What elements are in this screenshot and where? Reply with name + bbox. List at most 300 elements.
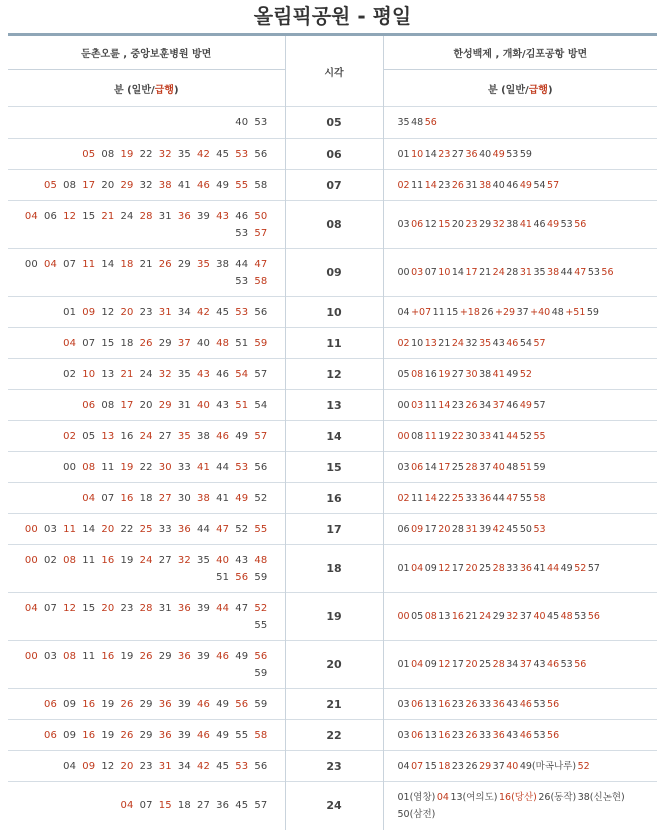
express-departure-minute: 36: [465, 148, 478, 160]
express-departure-minute: 46: [519, 698, 532, 710]
departure-minute: 01: [397, 563, 410, 574]
hour-cell: 07: [285, 170, 383, 201]
express-departure-minute: 37: [177, 337, 191, 349]
right-departures-cell: [383, 201, 657, 249]
departure-minute: 32: [139, 179, 153, 191]
departure-minute: 40: [235, 117, 249, 128]
express-departure-minute: 24: [492, 267, 505, 278]
express-departure-minute: 11: [82, 258, 96, 270]
departure-minute: 11: [82, 554, 96, 566]
left-minutes-line: [8, 797, 271, 814]
express-departure-minute: 02: [63, 430, 77, 442]
departure-minute: 08: [101, 399, 115, 411]
express-departure-minute: 56: [254, 650, 268, 662]
express-departure-minute: 47: [574, 267, 587, 278]
right-direction-header: 한성백제 , 개화/김포공항 방면: [383, 35, 657, 70]
hour-cell: 18: [285, 545, 383, 593]
departure-minute: 15: [82, 210, 96, 222]
departure-minute: 53: [560, 659, 573, 670]
left-minutes-line: [8, 727, 271, 744]
departure-minute: 03: [397, 219, 410, 230]
departure-minute: 43: [216, 399, 230, 411]
departure-minute: 21: [139, 258, 153, 270]
express-departure-minute: 24: [139, 430, 153, 442]
left-departures-cell: [8, 593, 285, 641]
express-departure-minute: +29: [495, 306, 516, 318]
hour-cell: 15: [285, 452, 383, 483]
hour-cell: 19: [285, 593, 383, 641]
left-departures-cell: [8, 720, 285, 751]
departure-minute: 14: [82, 523, 96, 535]
hour-row: [8, 359, 657, 390]
right-departures-cell: [383, 297, 657, 328]
express-departure-minute: 56: [574, 219, 587, 230]
right-minutes-line: [398, 490, 658, 507]
departure-minute: 28: [506, 267, 519, 278]
departure-minute: 02: [44, 554, 58, 566]
departure-minute: 53: [235, 275, 249, 287]
express-departure-minute: 14: [424, 179, 437, 191]
left-minutes-line: [8, 335, 271, 352]
departure-minute: 26(동작): [538, 791, 577, 803]
departure-minute: 54: [533, 179, 546, 191]
express-departure-minute: 46: [197, 729, 211, 741]
departure-minute: 43: [506, 698, 519, 710]
express-departure-minute: 20: [120, 760, 134, 772]
express-departure-minute: 09: [82, 760, 96, 772]
hour-cell: 06: [285, 139, 383, 170]
express-departure-minute: 46: [216, 650, 230, 662]
express-departure-minute: 32: [506, 611, 519, 622]
right-departures-cell: [383, 452, 657, 483]
express-departure-minute: 51: [235, 399, 249, 411]
departure-minute: 27: [197, 800, 211, 812]
departure-minute: 13: [438, 611, 451, 622]
express-departure-minute: 28: [139, 210, 153, 222]
hour-cell: 24: [285, 782, 383, 830]
hour-cell: 12: [285, 359, 383, 390]
departure-minute: 34: [506, 659, 519, 670]
express-departure-minute: 49: [492, 148, 505, 160]
departure-minute: 04: [397, 306, 410, 318]
right-minutes-line: [398, 264, 658, 281]
departure-minute: 33: [158, 523, 172, 535]
departure-minute: 17: [451, 563, 464, 574]
right-minutes-line: [398, 560, 658, 577]
express-departure-minute: 46: [216, 430, 230, 442]
express-departure-minute: 26: [465, 698, 478, 710]
departure-minute: 33: [479, 698, 492, 710]
departure-minute: 32: [465, 337, 478, 349]
express-departure-minute: 15: [438, 219, 451, 230]
departure-minute: 56: [254, 760, 268, 772]
right-departures-cell: [383, 782, 657, 830]
express-departure-minute: 08: [411, 368, 424, 380]
express-departure-minute: 19: [438, 368, 451, 380]
express-departure-minute: 05: [44, 179, 58, 191]
departure-minute: 38: [506, 219, 519, 230]
departure-minute: 27: [451, 368, 464, 380]
departure-minute: 25: [479, 659, 492, 670]
departure-minute: 23: [438, 179, 451, 191]
hour-row: [8, 201, 657, 249]
departure-minute: 35: [177, 148, 191, 160]
left-minutes-line: [8, 146, 271, 163]
departure-minute: 20: [451, 219, 464, 230]
right-departures-cell: [383, 641, 657, 689]
departure-minute: 49: [560, 563, 573, 574]
express-departure-minute: 05: [82, 148, 96, 160]
departure-minute: 50: [519, 523, 532, 535]
express-departure-minute: 04: [436, 791, 449, 803]
left-minutes-line: [8, 114, 271, 131]
hour-row: [8, 328, 657, 359]
right-minutes-line: [398, 114, 658, 131]
right-departures-cell: [383, 689, 657, 720]
departure-minute: 39: [197, 210, 211, 222]
express-departure-minute: 04: [24, 210, 38, 222]
departure-minute: 03: [44, 650, 58, 662]
express-departure-minute: 27: [158, 492, 172, 504]
departure-minute: 49: [216, 698, 230, 710]
departure-minute: 23: [139, 760, 153, 772]
departure-minute: 08: [101, 148, 115, 160]
departure-minute: 22: [120, 523, 134, 535]
departure-minute: 07: [82, 337, 96, 349]
express-departure-minute: 16(당산): [499, 791, 537, 803]
express-departure-minute: 28: [492, 563, 505, 574]
left-minutes-line: [8, 177, 271, 194]
hour-cell: 08: [285, 201, 383, 249]
departure-minute: 37: [519, 611, 532, 622]
express-departure-minute: 58: [254, 275, 268, 287]
timetable-grid: [8, 33, 657, 830]
departure-minute: 19: [101, 698, 115, 710]
departure-minute: 37: [516, 306, 529, 318]
hour-row: [8, 720, 657, 751]
departure-minute: 46: [235, 210, 249, 222]
express-departure-minute: 35: [197, 258, 211, 270]
departure-minute: 38(신논현): [577, 791, 625, 803]
departure-minute: 34: [177, 306, 191, 318]
express-departure-minute: 06: [82, 399, 96, 411]
left-minutes-line: [8, 304, 271, 321]
express-departure-minute: 12: [438, 563, 451, 574]
express-departure-minute: 20: [101, 523, 115, 535]
right-minutes-line: [398, 521, 658, 538]
legend-express-label: 급행: [528, 84, 548, 96]
express-departure-minute: 19: [120, 148, 134, 160]
departure-minute: 59: [254, 667, 268, 679]
departure-minute: 06: [397, 523, 410, 535]
right-minutes-line: [398, 177, 658, 194]
departure-minute: 11: [411, 179, 424, 191]
departure-minute: 59: [519, 148, 532, 160]
express-departure-minute: 08: [63, 650, 77, 662]
express-departure-minute: 08: [82, 461, 96, 473]
express-departure-minute: 33: [479, 430, 492, 442]
departure-minute: 01: [63, 306, 77, 318]
hour-row: [8, 390, 657, 421]
express-departure-minute: 04: [82, 492, 96, 504]
express-departure-minute: 19: [120, 461, 134, 473]
express-departure-minute: 59: [254, 337, 268, 349]
express-departure-minute: 13: [424, 337, 437, 349]
right-departures-cell: [383, 249, 657, 297]
express-departure-minute: 40: [533, 611, 546, 622]
right-departures-cell: [383, 514, 657, 545]
departure-minute: 19: [120, 650, 134, 662]
express-departure-minute: 46: [197, 179, 211, 191]
departure-minute: 41: [216, 492, 230, 504]
express-departure-minute: 10: [438, 267, 451, 278]
express-departure-minute: 26: [139, 337, 153, 349]
express-departure-minute: 43: [197, 368, 211, 380]
right-minutes-line: [398, 304, 658, 321]
departure-minute: 17: [424, 523, 437, 535]
departure-minute: 52: [235, 523, 249, 535]
express-departure-minute: 25: [451, 492, 464, 504]
express-departure-minute: 55: [254, 523, 268, 535]
departure-minute: 07: [44, 602, 58, 614]
departure-minute: 57: [533, 399, 546, 411]
left-minutes-legend: [8, 70, 285, 107]
left-minutes-line: [8, 366, 271, 383]
departure-minute: 01: [397, 148, 410, 160]
hour-row: [8, 170, 657, 201]
departure-minute: 59: [586, 306, 599, 318]
left-minutes-line: [8, 696, 271, 713]
express-departure-minute: 00: [397, 611, 410, 622]
express-departure-minute: 48: [216, 337, 230, 349]
express-departure-minute: 56: [587, 611, 600, 622]
express-departure-minute: 36: [177, 650, 191, 662]
departure-minute: 24: [139, 368, 153, 380]
departure-minute: 53: [533, 698, 546, 710]
departure-minute: 09: [63, 698, 77, 710]
left-departures-cell: [8, 201, 285, 249]
hour-row: [8, 297, 657, 328]
departure-minute: 13: [424, 698, 437, 710]
express-departure-minute: 36: [492, 698, 505, 710]
express-departure-minute: +40: [530, 306, 551, 318]
departure-minute: 56: [254, 306, 268, 318]
express-departure-minute: 16: [82, 698, 96, 710]
express-departure-minute: 16: [451, 611, 464, 622]
departure-minute: 40: [479, 148, 492, 160]
departure-minute: 48: [551, 306, 564, 318]
hour-cell: 23: [285, 751, 383, 782]
express-departure-minute: 31: [519, 267, 532, 278]
departure-minute: 53: [254, 117, 268, 128]
hour-cell: 09: [285, 249, 383, 297]
departure-minute: 05: [82, 430, 96, 442]
departure-minute: 33: [177, 461, 191, 473]
departure-minute: 30: [465, 430, 478, 442]
hour-row: [8, 483, 657, 514]
departure-minute: 22: [139, 461, 153, 473]
departure-minute: 35: [397, 117, 410, 128]
departure-minute: 46: [506, 179, 519, 191]
express-departure-minute: 51: [519, 461, 532, 473]
departure-minute: 13(여의도): [450, 791, 498, 803]
express-departure-minute: 04: [120, 800, 134, 812]
express-departure-minute: 26: [465, 399, 478, 411]
departure-minute: 15: [424, 760, 437, 772]
departure-minute: 11: [82, 650, 96, 662]
express-departure-minute: 32: [158, 368, 172, 380]
express-departure-minute: 10: [411, 148, 424, 160]
hour-row: [8, 421, 657, 452]
express-departure-minute: 46: [519, 729, 532, 741]
departure-minute: 29: [479, 219, 492, 230]
hour-row: [8, 139, 657, 170]
departure-minute: 13: [101, 368, 115, 380]
departure-minute: 34: [177, 760, 191, 772]
right-departures-cell: [383, 107, 657, 139]
departure-minute: 49(마곡나루): [519, 760, 577, 772]
express-departure-minute: 25: [139, 523, 153, 535]
express-departure-minute: 49: [235, 492, 249, 504]
left-minutes-line: [8, 225, 271, 242]
legend-suffix: ): [547, 84, 553, 96]
express-departure-minute: 12: [63, 210, 77, 222]
departure-minute: 52: [254, 492, 268, 504]
right-minutes-line: [398, 608, 658, 625]
departure-minute: 30: [177, 492, 191, 504]
express-departure-minute: 47: [506, 492, 519, 504]
departure-minute: 02: [63, 368, 77, 380]
express-departure-minute: 30: [465, 368, 478, 380]
departure-minute: 14: [101, 258, 115, 270]
departure-minute: 26: [465, 760, 478, 772]
departure-minute: 12: [424, 219, 437, 230]
left-minutes-line: [8, 569, 271, 586]
express-departure-minute: +51: [565, 306, 586, 318]
express-departure-minute: 06: [411, 698, 424, 710]
express-departure-minute: 12: [438, 659, 451, 670]
left-minutes-line: [8, 397, 271, 414]
departure-minute: 46: [533, 219, 546, 230]
express-departure-minute: 07: [411, 760, 424, 772]
express-departure-minute: 21: [101, 210, 115, 222]
left-departures-cell: [8, 545, 285, 593]
departure-minute: 07: [63, 258, 77, 270]
departure-minute: 53: [574, 611, 587, 622]
express-departure-minute: 56: [574, 659, 587, 670]
express-departure-minute: 20: [120, 306, 134, 318]
departure-minute: 18: [120, 337, 134, 349]
departure-minute: 29: [177, 258, 191, 270]
express-departure-minute: 56: [601, 267, 614, 278]
departure-minute: 21: [438, 337, 451, 349]
departure-minute: 31: [158, 210, 172, 222]
express-departure-minute: 18: [438, 760, 451, 772]
departure-minute: 37: [492, 760, 505, 772]
express-departure-minute: 53: [235, 148, 249, 160]
departure-minute: 48: [506, 461, 519, 473]
departure-minute: 35: [177, 368, 191, 380]
departure-minute: 43: [533, 659, 546, 670]
departure-minute: 05: [411, 611, 424, 622]
hour-cell: 21: [285, 689, 383, 720]
hour-cell: 16: [285, 483, 383, 514]
departure-minute: 19: [101, 729, 115, 741]
express-departure-minute: 42: [492, 523, 505, 535]
express-departure-minute: 56: [235, 698, 249, 710]
departure-minute: 49: [216, 179, 230, 191]
express-departure-minute: 28: [139, 602, 153, 614]
express-departure-minute: 04: [63, 337, 77, 349]
express-departure-minute: 36: [158, 698, 172, 710]
express-departure-minute: 37: [519, 659, 532, 670]
express-departure-minute: 53: [235, 461, 249, 473]
express-departure-minute: 35: [177, 430, 191, 442]
express-departure-minute: 58: [254, 729, 268, 741]
departure-minute: 00: [397, 267, 410, 278]
departure-minute: 15: [82, 602, 96, 614]
express-departure-minute: 57: [533, 337, 546, 349]
departure-minute: 45: [547, 611, 560, 622]
express-departure-minute: 00: [24, 650, 38, 662]
departure-minute: 10: [411, 337, 424, 349]
departure-minute: 23: [451, 698, 464, 710]
departure-minute: 39: [479, 523, 492, 535]
departure-minute: 43: [492, 337, 505, 349]
express-departure-minute: 15: [158, 800, 172, 812]
departure-minute: 27: [158, 554, 172, 566]
departure-minute: 43: [506, 729, 519, 741]
right-departures-cell: [383, 593, 657, 641]
departure-minute: 25: [479, 563, 492, 574]
departure-minute: 43: [235, 554, 249, 566]
departure-minute: 11: [101, 461, 115, 473]
departure-minute: 13: [424, 729, 437, 741]
right-minutes-line: [398, 758, 658, 775]
right-minutes-line: [398, 696, 658, 713]
express-departure-minute: +18: [459, 306, 480, 318]
departure-minute: 31: [158, 602, 172, 614]
departure-minute: 18: [177, 800, 191, 812]
express-departure-minute: 40: [492, 461, 505, 473]
left-departures-cell: [8, 782, 285, 830]
express-departure-minute: 47: [254, 258, 268, 270]
hour-cell: 05: [285, 107, 383, 139]
departure-minute: 57: [254, 800, 268, 812]
departure-minute: 56: [254, 148, 268, 160]
departure-minute: 46: [216, 368, 230, 380]
express-departure-minute: 52: [254, 602, 268, 614]
express-departure-minute: 26: [120, 698, 134, 710]
express-departure-minute: 40: [216, 554, 230, 566]
left-minutes-line: [8, 665, 271, 682]
departure-minute: 18: [139, 492, 153, 504]
departure-minute: 04: [63, 760, 77, 772]
express-departure-minute: 42: [197, 148, 211, 160]
hour-cell: 22: [285, 720, 383, 751]
express-departure-minute: 38: [158, 179, 172, 191]
express-departure-minute: 17: [120, 399, 134, 411]
departure-minute: 21: [465, 611, 478, 622]
departure-minute: 23: [451, 399, 464, 411]
right-minutes-line: [398, 656, 658, 673]
departure-minute: 15: [446, 306, 459, 318]
departure-minute: 09: [424, 563, 437, 574]
left-minutes-line: [8, 600, 271, 617]
departure-minute: 17: [451, 659, 464, 670]
express-departure-minute: 11: [424, 430, 437, 442]
express-departure-minute: 21: [120, 368, 134, 380]
